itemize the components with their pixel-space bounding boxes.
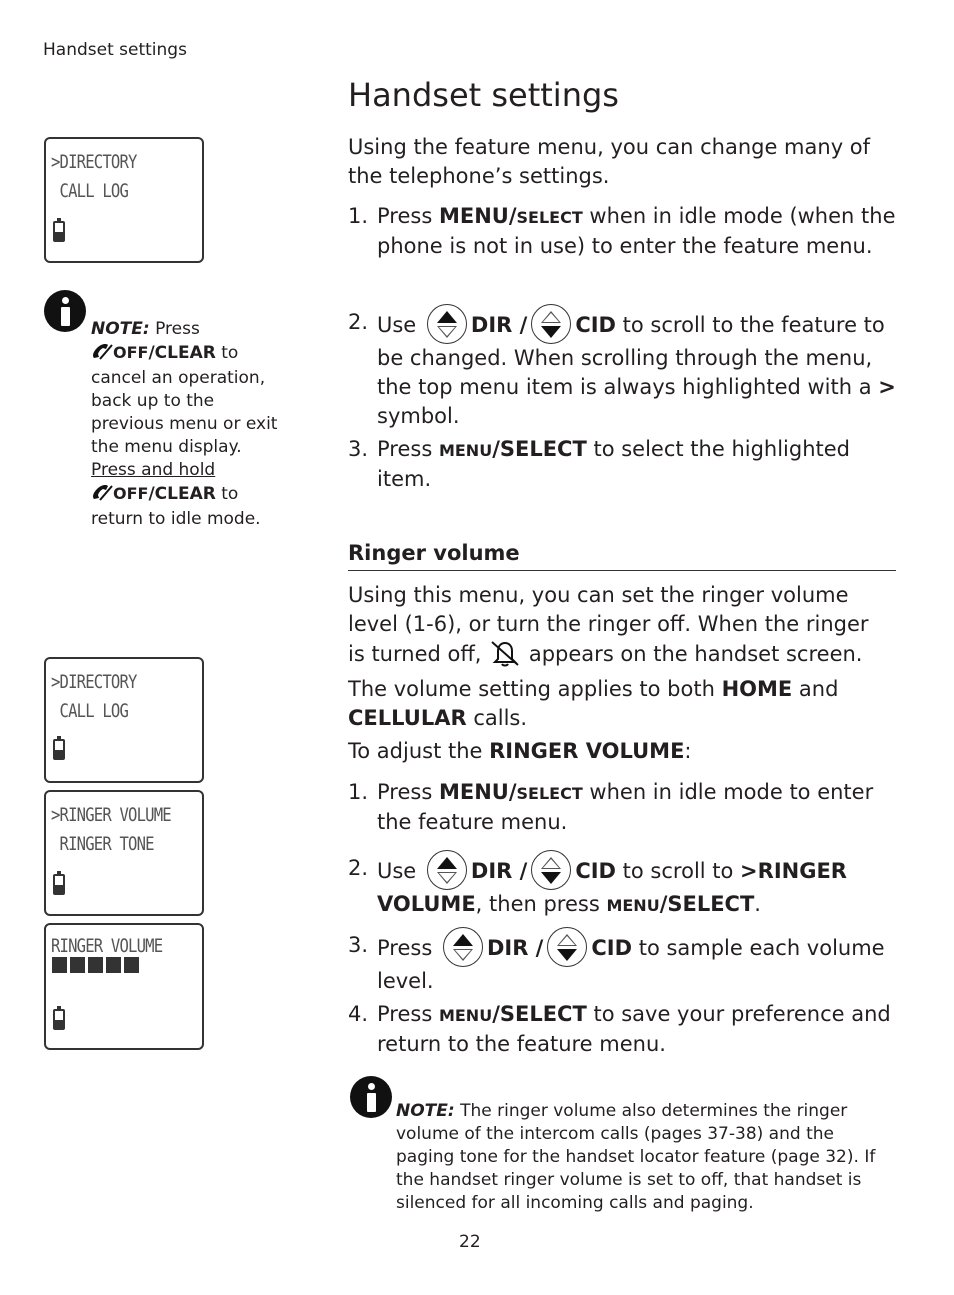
lcd-screen-3 <box>44 790 204 916</box>
intro-paragraph: Using the feature menu, you can change many of the telephone’s settings. <box>348 135 871 188</box>
battery-icon <box>53 221 65 242</box>
note-label: NOTE: <box>91 319 150 339</box>
cid-down-button-icon <box>531 304 571 344</box>
volume-bar <box>52 957 67 973</box>
list-item: 3. Press MENU/SELECT to select the highlighted item. <box>348 437 851 491</box>
step-number: 2. <box>348 310 369 334</box>
phone-off-icon <box>91 483 113 508</box>
clear-key: /CLEAR <box>148 484 216 504</box>
step-number: 2. <box>348 856 369 880</box>
lcd-line: RINGER TONE <box>51 833 154 855</box>
lcd-line: >DIRECTORY <box>51 151 137 173</box>
note-label: NOTE: <box>396 1101 455 1121</box>
note-1 <box>91 318 291 531</box>
adjust-line: To adjust the RINGER VOLUME: <box>348 739 692 763</box>
list-item: 3. Press DIR / CID to sample each volume level. <box>348 927 898 996</box>
ringer-intro-paragraph: Using this menu, you can set the ringer volume level (1-6), or turn the ringer off. When the ringer is turned off, appears on the handset screen. The volume setting applies to both HOME and CELLULAR calls. <box>348 583 869 730</box>
volume-bar <box>88 957 103 973</box>
list-item: 2. Use DIR / CID to scroll to the feature to be changed. When scrolling through the menu, the top menu item is always highlighted with a > symbol. <box>348 304 898 431</box>
clear-key: /CLEAR <box>148 343 216 363</box>
volume-bar <box>70 957 85 973</box>
step-number: 1. <box>348 780 369 804</box>
note-2 <box>396 1100 896 1215</box>
off-key: OFF <box>113 343 149 362</box>
section-heading: Ringer volume <box>348 541 520 565</box>
section-rule <box>348 570 896 571</box>
lcd-line: RINGER VOLUME <box>51 935 163 957</box>
list-item: 1. Press MENU/SELECT when in idle mode (when the phone is not in use) to enter the feature menu. <box>348 204 896 258</box>
volume-bar <box>124 957 139 973</box>
ringer-off-icon <box>488 639 522 675</box>
step-number: 3. <box>348 933 369 957</box>
step-number: 4. <box>348 1002 369 1026</box>
list-item: 4. Press MENU/SELECT to save your preference and return to the feature menu. <box>348 1002 891 1056</box>
cid-down-button-icon <box>547 927 587 967</box>
dir-up-button-icon <box>443 927 483 967</box>
cid-down-button-icon <box>531 850 571 890</box>
step-number: 1. <box>348 204 369 228</box>
lcd-screen-1 <box>44 137 204 263</box>
lcd-screen-2 <box>44 657 204 783</box>
volume-level-bars <box>52 957 139 973</box>
lcd-line: CALL LOG <box>51 700 129 722</box>
phone-off-icon <box>91 342 113 367</box>
note-text: Press <box>149 319 200 339</box>
running-header: Handset settings <box>43 40 187 60</box>
press-hold-text: Press and hold <box>91 460 216 480</box>
volume-bar <box>106 957 121 973</box>
list-item: 2. Use DIR / CID to scroll to >RINGER VOLUME, then press MENU/SELECT. <box>348 850 898 920</box>
off-key: OFF <box>113 484 149 503</box>
battery-icon <box>53 874 65 895</box>
battery-icon <box>53 1009 65 1030</box>
lcd-line: >RINGER VOLUME <box>51 804 171 826</box>
dir-up-button-icon <box>427 850 467 890</box>
lcd-line: >DIRECTORY <box>51 671 137 693</box>
list-item: 1. Press MENU/SELECT when in idle mode to enter the feature menu. <box>348 780 874 834</box>
info-icon <box>350 1076 392 1118</box>
info-icon <box>44 290 86 332</box>
lcd-line: CALL LOG <box>51 180 129 202</box>
lcd-screen-4 <box>44 923 204 1050</box>
note-text: to cancel an operation, back up to the previous menu or exit the menu display. <box>91 343 278 457</box>
page-number: 22 <box>459 1232 481 1252</box>
page-title: Handset settings <box>348 76 619 114</box>
dir-up-button-icon <box>427 304 467 344</box>
note-text: The ringer volume also determines the ringer volume of the intercom calls (pages 37-38) and the paging tone for the handset locator feature (page 32). If the handset ringer volume is set to off, that handset is silenced for all incoming calls and paging. <box>396 1101 876 1213</box>
battery-icon <box>53 739 65 760</box>
step-number: 3. <box>348 437 369 461</box>
note-text: to return to idle mode. <box>91 484 261 529</box>
